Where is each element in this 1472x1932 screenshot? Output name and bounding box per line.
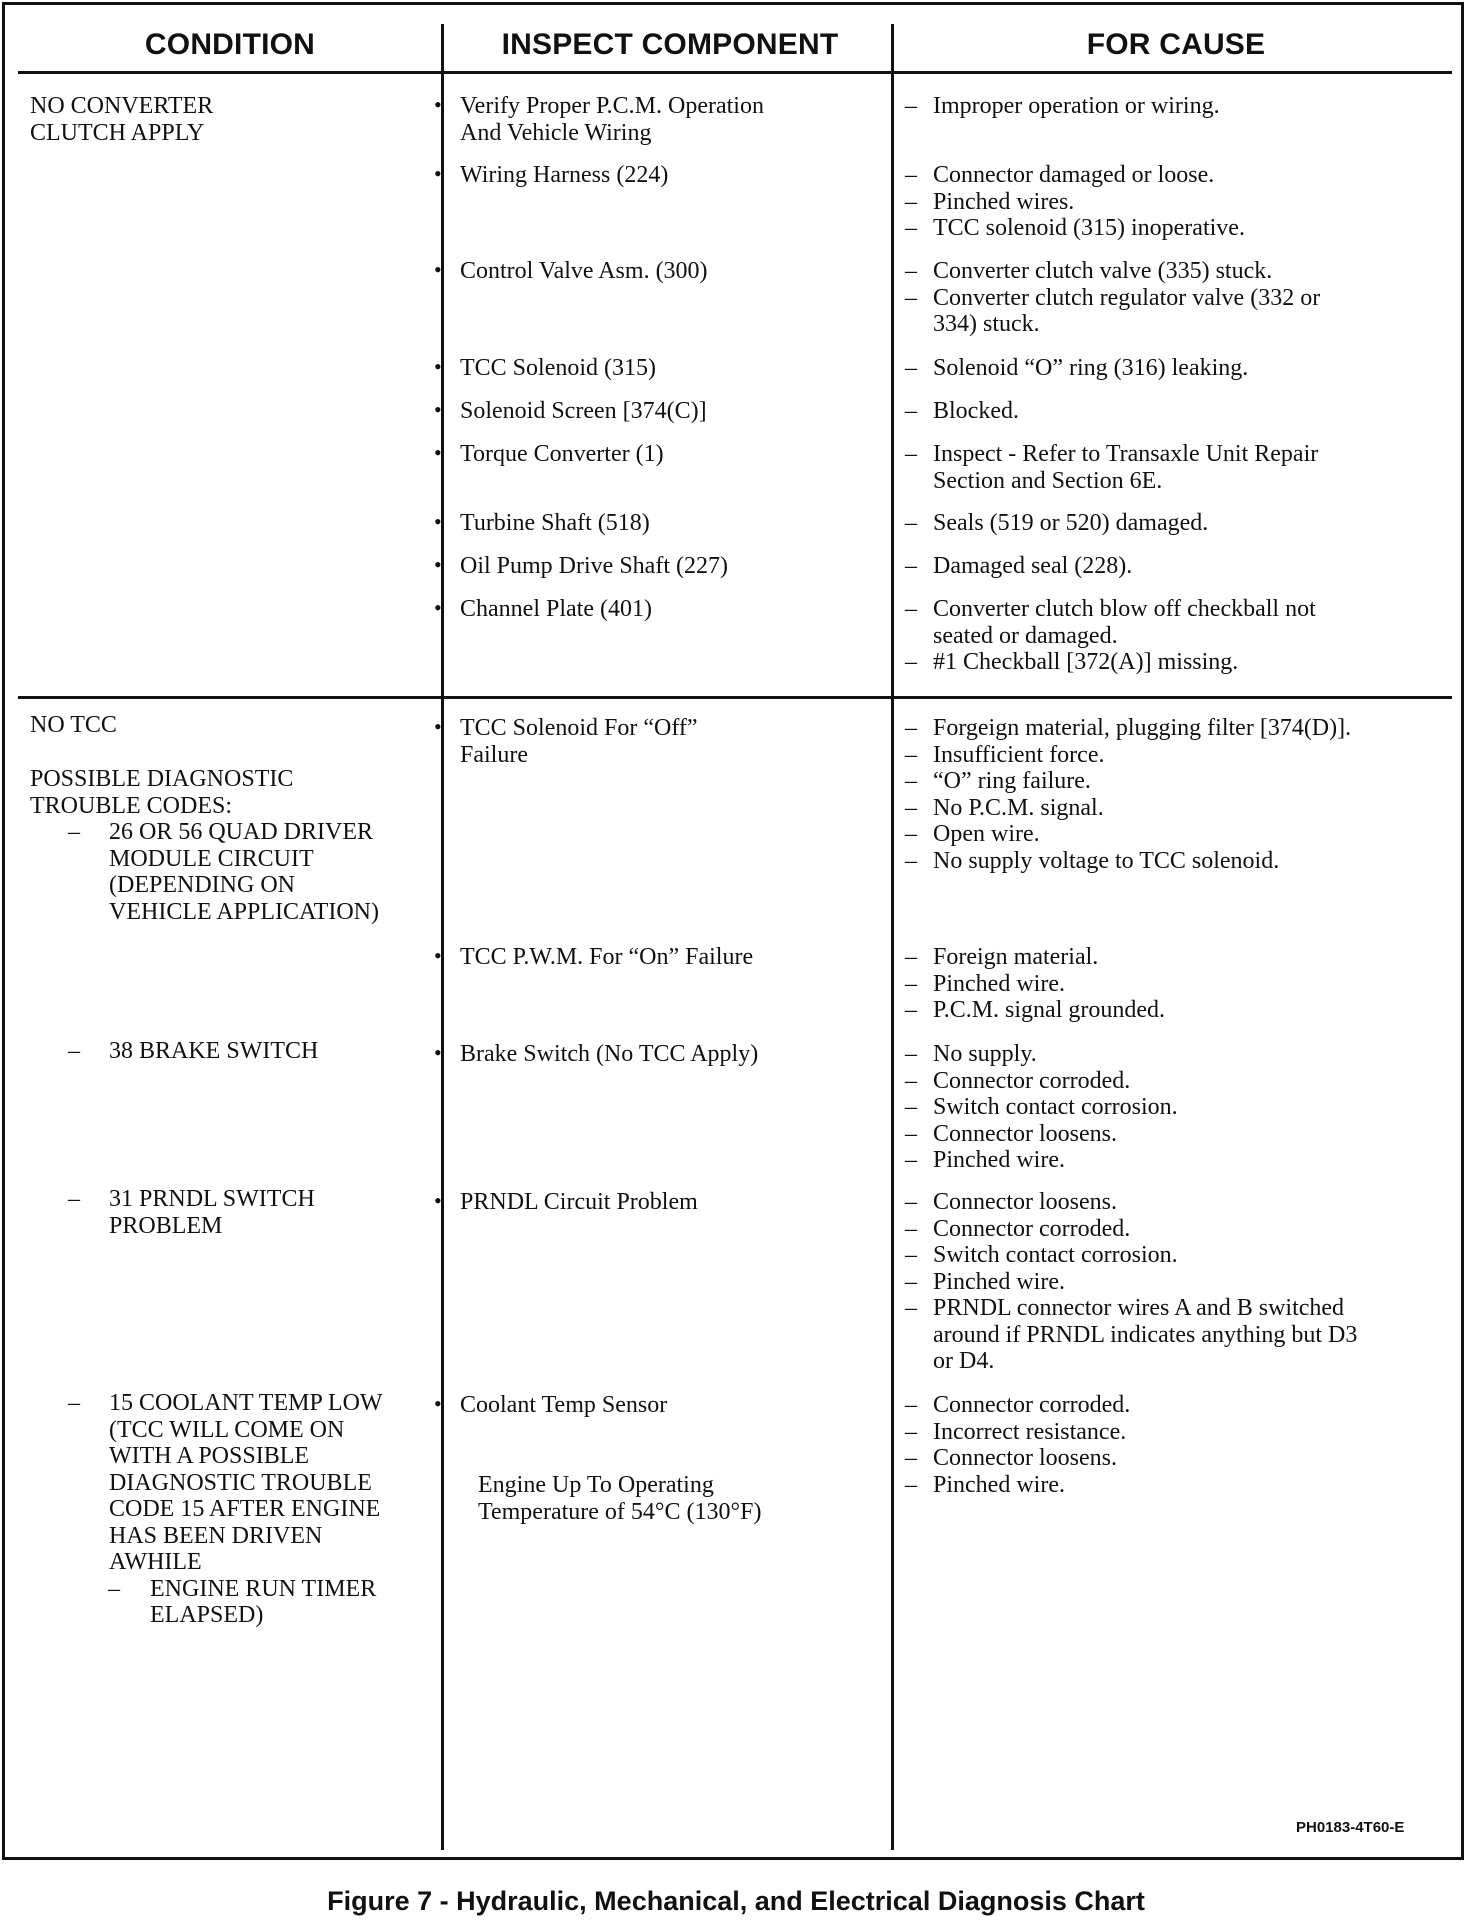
- inspect-item: • TCC Solenoid For “Off” Failure: [434, 714, 698, 768]
- header-inspect-component: INSPECT COMPONENT: [501, 28, 839, 61]
- cause-list: – Connector damaged or loose. – Pinched wires. – TCC solenoid (315) inoperative.: [905, 162, 1245, 241]
- figure-id: PH0183-4T60-E: [1296, 1819, 1405, 1836]
- cause-list: – Seals (519 or 520) damaged.: [905, 510, 1209, 536]
- condition-no-tcc: NO TCC: [30, 712, 117, 738]
- inspect-item: • Oil Pump Drive Shaft (227): [434, 552, 728, 579]
- code-15: – 15 COOLANT TEMP LOW (TCC WILL COME ON WITH A POSSIBLE DIAGNOSTIC TROUBLE CODE 15 AFTER ENGINE HAS BEEN DRIVEN AWHILE – ENGINE RUN TIMER ELAPSED): [68, 1390, 383, 1628]
- bullet-icon: •: [434, 1040, 442, 1065]
- inspect-item: • Wiring Harness (224): [434, 161, 669, 188]
- cause-list: – Foreign material. – Pinched wire. – P.C.M. signal grounded.: [905, 944, 1166, 1023]
- cause-list: – Damaged seal (228).: [905, 553, 1133, 579]
- bullet-icon: •: [434, 92, 442, 117]
- cause-list: – Solenoid “O” ring (316) leaking.: [905, 355, 1249, 381]
- inspect-item: • Brake Switch (No TCC Apply): [434, 1040, 759, 1067]
- header-rule: [18, 71, 1452, 74]
- cause-list: – Converter clutch blow off checkball not seated or damaged. – #1 Checkball [372(A)] missing.: [905, 596, 1316, 675]
- cause-list: – Forgeign material, plugging filter [374(D)]. – Insufficient force. – “O” ring failure. – No P.C.M. signal. – Open wire. – No supply voltage to TCC solenoid.: [905, 715, 1352, 874]
- condition-no-converter-clutch-apply: NO CONVERTER CLUTCH APPLY: [30, 93, 214, 146]
- inspect-item: • Channel Plate (401): [434, 595, 652, 622]
- inspect-item: • TCC Solenoid (315): [434, 354, 656, 381]
- inspect-item: • Turbine Shaft (518): [434, 509, 650, 536]
- inspect-item: • Torque Converter (1): [434, 440, 664, 467]
- inspect-item: • Verify Proper P.C.M. Operation And Vehicle Wiring: [434, 92, 764, 146]
- inspect-item: • PRNDL Circuit Problem: [434, 1188, 698, 1215]
- inspect-item: • Control Valve Asm. (300): [434, 257, 708, 284]
- cause-list: – Improper operation or wiring.: [905, 93, 1220, 119]
- possible-diagnostic-codes: POSSIBLE DIAGNOSTIC TROUBLE CODES:: [30, 766, 294, 819]
- cause-list: – Inspect - Refer to Transaxle Unit Repair Section and Section 6E.: [905, 441, 1319, 494]
- bullet-icon: •: [434, 161, 442, 186]
- cause-list: – No supply. – Connector corroded. – Switch contact corrosion. – Connector loosens. – Pinched wire.: [905, 1041, 1178, 1173]
- bullet-icon: •: [434, 1188, 442, 1213]
- bullet-icon: •: [434, 714, 442, 739]
- section-rule: [18, 696, 1452, 699]
- header-for-cause: FOR CAUSE: [1086, 28, 1266, 61]
- bullet-icon: •: [434, 397, 442, 422]
- bullet-icon: •: [434, 440, 442, 465]
- bullet-icon: •: [434, 509, 442, 534]
- cause-list: – Converter clutch valve (335) stuck. – Converter clutch regulator valve (332 or 334) stuck.: [905, 258, 1321, 337]
- bullet-icon: •: [434, 354, 442, 379]
- header-condition: CONDITION: [144, 28, 316, 61]
- column-divider-1: [441, 24, 444, 1850]
- bullet-icon: •: [434, 552, 442, 577]
- cause-list: – Connector corroded. – Incorrect resistance. – Connector loosens. – Pinched wire.: [905, 1392, 1131, 1498]
- bullet-icon: •: [434, 943, 442, 968]
- code-26-56: – 26 OR 56 QUAD DRIVER MODULE CIRCUIT (DEPENDING ON VEHICLE APPLICATION): [68, 819, 379, 925]
- inspect-item: • TCC P.W.M. For “On” Failure: [434, 943, 754, 970]
- engine-operating-note: Engine Up To Operating Temperature of 54°C (130°F): [478, 1472, 762, 1525]
- bullet-icon: •: [434, 257, 442, 282]
- cause-list: – Connector loosens. – Connector corroded. – Switch contact corrosion. – Pinched wire. – PRNDL connector wires A and B switched around if PRNDL indicates anything but D3 or D4.: [905, 1189, 1358, 1374]
- code-31: – 31 PRNDL SWITCH PROBLEM: [68, 1186, 315, 1239]
- bullet-icon: •: [434, 595, 442, 620]
- inspect-item: • Coolant Temp Sensor: [434, 1391, 668, 1418]
- code-38: – 38 BRAKE SWITCH: [68, 1038, 319, 1064]
- figure-caption: Figure 7 - Hydraulic, Mechanical, and Electrical Diagnosis Chart: [327, 1886, 1145, 1916]
- cause-list: – Blocked.: [905, 398, 1019, 424]
- column-divider-2: [891, 24, 894, 1850]
- bullet-icon: •: [434, 1391, 442, 1416]
- inspect-item: • Solenoid Screen [374(C)]: [434, 397, 707, 424]
